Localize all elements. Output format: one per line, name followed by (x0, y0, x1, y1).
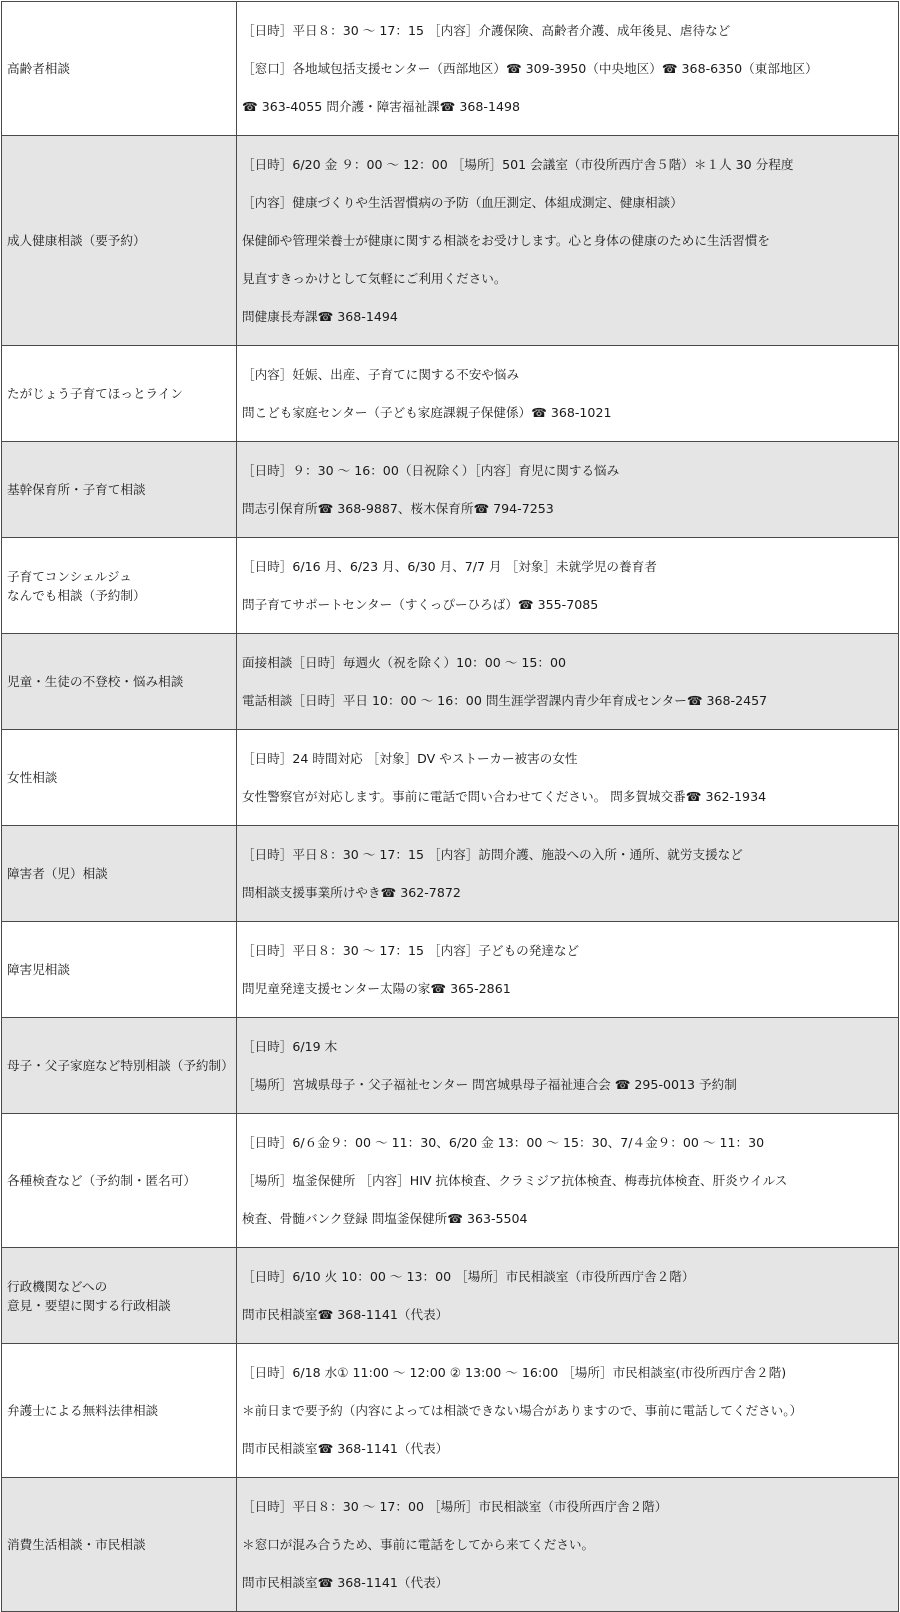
detail-line: ［日時］平日８：30 ～ 17：00 ［場所］市民相談室（市役所西庁舎２階） (242, 1499, 668, 1514)
detail-line: ［日時］6/19 木 (242, 1039, 338, 1054)
detail-line: ☎ 363-4055 問介護・障害福祉課☎ 368-1498 (242, 99, 520, 114)
table-row (2, 730, 899, 826)
details-cell (237, 136, 899, 346)
details-cell (237, 922, 899, 1018)
details-cell (237, 1478, 899, 1612)
detail-line: 問市民相談室☎ 368-1141（代表） (242, 1441, 449, 1456)
consultation-table (1, 1, 899, 1612)
table-row (2, 346, 899, 442)
category-cell: 弁護士による無料法律相談 (2, 1344, 237, 1478)
details-cell (237, 1114, 899, 1248)
category-cell: 基幹保育所・子育て相談 (2, 442, 237, 538)
table-row (2, 1018, 899, 1114)
detail-line: 問相談支援事業所けやき☎ 362-7872 (242, 885, 461, 900)
table-row (2, 538, 899, 634)
detail-line: 面接相談［日時］毎週火（祝を除く）10：00 ～ 15：00 (242, 655, 566, 670)
table-row (2, 2, 899, 136)
category-cell: 女性相談 (2, 730, 237, 826)
table-row (2, 634, 899, 730)
table-row (2, 1248, 899, 1344)
detail-line: ［日時］6/18 水① 11:00 ～ 12:00 ② 13:00 ～ 16:00 ［場所］市民相談室(市役所西庁舎２階) (242, 1365, 787, 1380)
consultation-table-body (2, 2, 899, 1612)
category-cell: たがじょう子育てほっとライン (2, 346, 237, 442)
detail-line: ［場所］塩釜保健所 ［内容］HIV 抗体検査、クラミジア抗体検査、梅毒抗体検査、肝炎ウイルス (242, 1173, 788, 1188)
category-cell: 行政機関などへの 意見・要望に関する行政相談 (2, 1248, 237, 1344)
detail-line: 電話相談［日時］平日 10：00 ～ 16：00 問生涯学習課内青少年育成センター☎ 368-2457 (242, 693, 768, 708)
table-row (2, 1344, 899, 1478)
detail-line: 問児童発達支援センター太陽の家☎ 365-2861 (242, 981, 511, 996)
detail-line: ［日時］6/６金９：00 ～ 11：30、6/20 金 13：00 ～ 15：30、7/４金９：00 ～ 11：30 (242, 1135, 765, 1150)
table-row (2, 1478, 899, 1612)
detail-line: 問志引保育所☎ 368-9887、桜木保育所☎ 794-7253 (242, 501, 554, 516)
detail-line: ［場所］宮城県母子・父子福祉センター 問宮城県母子福祉連合会 ☎ 295-0013 予約制 (242, 1077, 737, 1092)
detail-line: 検査、骨髄バンク登録 問塩釜保健所☎ 363-5504 (242, 1211, 528, 1226)
table-row (2, 922, 899, 1018)
detail-line: ［日時］平日８：30 ～ 17：15 ［内容］介護保険、高齢者介護、成年後見、虐待など (242, 23, 731, 38)
detail-line: 問市民相談室☎ 368-1141（代表） (242, 1575, 449, 1590)
details-cell (237, 634, 899, 730)
detail-line: ［内容］健康づくりや生活習慣病の予防（血圧測定、体組成測定、健康相談） (242, 195, 683, 210)
details-cell (237, 346, 899, 442)
details-cell (237, 826, 899, 922)
detail-line: 保健師や管理栄養士が健康に関する相談をお受けします。心と身体の健康のために生活習慣を (242, 233, 770, 248)
category-cell: 各種検査など（予約制・匿名可） (2, 1114, 237, 1248)
detail-line: ［日時］平日８：30 ～ 17：15 ［内容］子どもの発達など (242, 943, 580, 958)
detail-line: ［窓口］各地域包括支援センター（西部地区）☎ 309-3950（中央地区）☎ 368-6350（東部地区） (242, 61, 818, 76)
category-cell: 障害児相談 (2, 922, 237, 1018)
details-cell (237, 2, 899, 136)
category-cell: 母子・父子家庭など特別相談（予約制） (2, 1018, 237, 1114)
details-cell (237, 1344, 899, 1478)
category-cell: 高齢者相談 (2, 2, 237, 136)
category-cell: 消費生活相談・市民相談 (2, 1478, 237, 1612)
detail-line: ［日時］6/20 金 ９：00 ～ 12：00 ［場所］501 会議室（市役所西庁舎５階）＊１人 30 分程度 (242, 157, 794, 172)
detail-line: 問子育てサポートセンター（すくっぴーひろば）☎ 355-7085 (242, 597, 599, 612)
detail-line: ［日時］6/10 火 10：00 ～ 13：00 ［場所］市民相談室（市役所西庁舎２階） (242, 1269, 695, 1284)
detail-line: 問市民相談室☎ 368-1141（代表） (242, 1307, 449, 1322)
category-cell: 児童・生徒の不登校・悩み相談 (2, 634, 237, 730)
detail-line: ［内容］妊娠、出産、子育てに関する不安や悩み (242, 367, 520, 382)
detail-line: ［日時］平日８：30 ～ 17：15 ［内容］訪問介護、施設への入所・通所、就労支援など (242, 847, 743, 862)
category-cell: 成人健康相談（要予約） (2, 136, 237, 346)
detail-line: 見直すきっかけとして気軽にご利用ください。 (242, 271, 507, 286)
details-cell (237, 1248, 899, 1344)
detail-line: ［日時］24 時間対応 ［対象］DV やストーカー被害の女性 (242, 751, 578, 766)
table-row (2, 442, 899, 538)
details-cell (237, 442, 899, 538)
table-row (2, 826, 899, 922)
detail-line: 問こども家庭センター（子ども家庭課親子保健係）☎ 368-1021 (242, 405, 612, 420)
detail-line: ［日時］6/16 月、6/23 月、6/30 月、7/7 月 ［対象］未就学児の養育者 (242, 559, 657, 574)
table-row (2, 1114, 899, 1248)
detail-line: ［日時］９：30 ～ 16：00（日祝除く）［内容］育児に関する悩み (242, 463, 620, 478)
category-cell: 子育てコンシェルジュ なんでも相談（予約制） (2, 538, 237, 634)
details-cell (237, 730, 899, 826)
detail-line: 女性警察官が対応します。事前に電話で問い合わせてください。 問多賀城交番☎ 362-1934 (242, 789, 767, 804)
detail-line: ＊前日まで要予約（内容によっては相談できない場合がありますので、事前に電話してください。） (242, 1403, 803, 1418)
detail-line: ＊窓口が混み合うため、事前に電話をしてから来てください。 (242, 1537, 595, 1552)
category-cell: 障害者（児）相談 (2, 826, 237, 922)
details-cell (237, 1018, 899, 1114)
table-row (2, 136, 899, 346)
details-cell (237, 538, 899, 634)
detail-line: 問健康長寿課☎ 368-1494 (242, 309, 398, 324)
